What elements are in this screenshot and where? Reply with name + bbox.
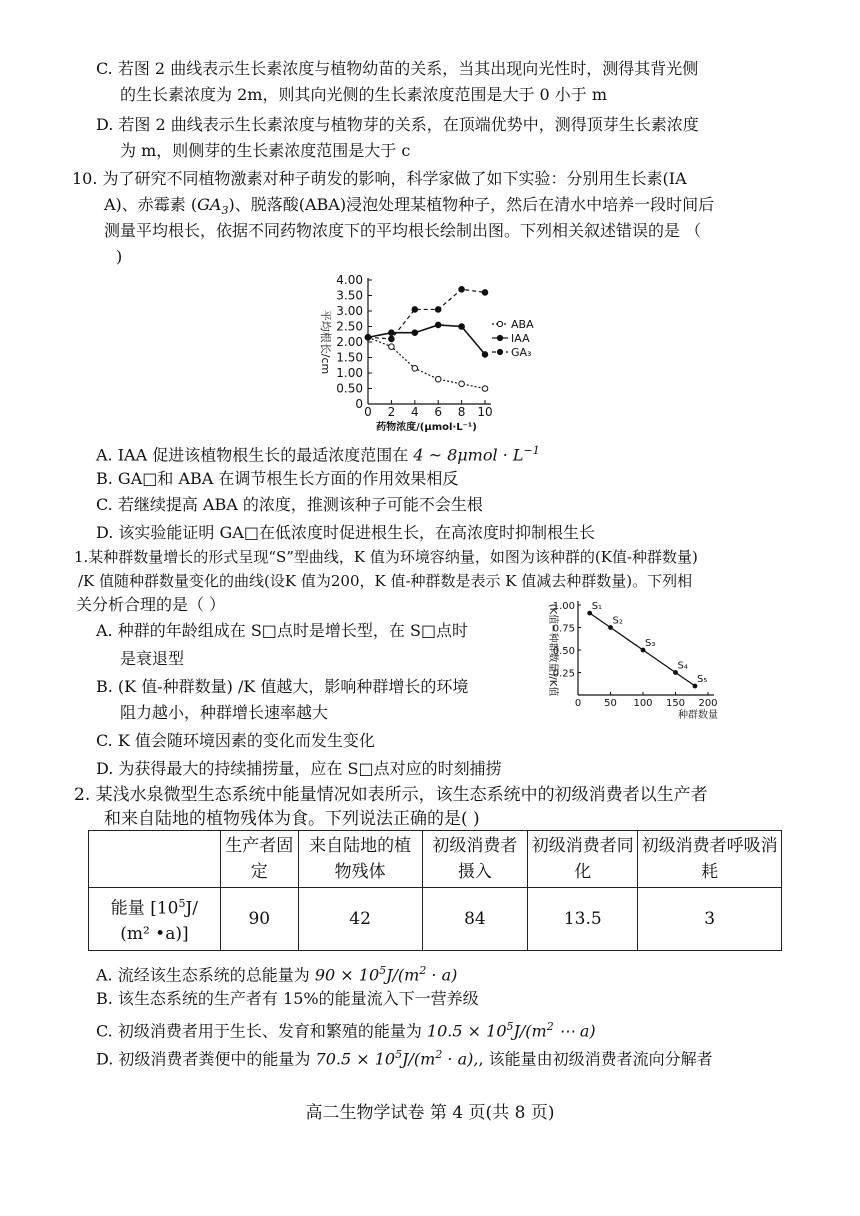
curve-point-label: S₅ [697, 674, 708, 685]
curve-point-label: S₄ [677, 660, 688, 672]
q11-option-a-line1: A. 种群的年龄组成在 S□点时是增长型，在 S□点时 [96, 621, 469, 640]
data-point [435, 376, 441, 382]
page-footer: 高二生物学试卷 第 4 页(共 8 页) [305, 1103, 555, 1123]
table-header-cell: 初级消费者摄入 [422, 831, 528, 888]
y-tick-label: 0.25 [552, 668, 575, 680]
curve-point-label: S₂ [612, 615, 623, 627]
row-label-part1: 能量 [10 [110, 898, 179, 919]
x-tick-label: 2 [387, 405, 396, 419]
q10-option-d: D. 该实验能证明 GA□在低浓度时促进根生长，在高浓度时抑制根生长 [96, 523, 595, 542]
q12-stem-line2: 和来自陆地的植物残体为食。下列说法正确的是( ) [104, 809, 480, 829]
data-point [412, 366, 418, 372]
legend-label: GA₃ [511, 346, 532, 359]
x-tick-label: 0 [364, 405, 372, 419]
q12-option-d [96, 1044, 713, 1070]
q10-stem-line4: ) [116, 247, 123, 266]
q11-option-a-line2: 是衰退型 [120, 649, 185, 668]
x-tick-label: 4 [410, 405, 419, 419]
legend-marker [497, 349, 502, 354]
q10-stem-line1: 10. 为了研究不同植物激素对种子萌发的影响，科学家做了如下实验：分别用生长素(IA [72, 169, 687, 188]
q12-option-a-m2: J/(m [386, 965, 420, 985]
x-axis-label: 种群数量 [678, 710, 718, 721]
y-tick-label: 3.50 [336, 288, 363, 303]
x-tick-label: 50 [604, 698, 617, 709]
y-axis-label: (K值−种群数量)/K值 [547, 603, 558, 697]
table-cell: 84 [422, 888, 528, 951]
s-curve-chart [540, 595, 730, 725]
row-label-part3: (m² •a)] [120, 924, 189, 945]
table-header-cell: 初级消费者呼吸消耗 [638, 831, 782, 888]
data-point [435, 307, 441, 313]
q12-option-c-sup2: 2 [546, 1020, 554, 1033]
energy-table [88, 830, 782, 951]
q10-option-b: B. GA□和 ABA 在调节根生长方面的作用效果相反 [96, 469, 459, 488]
q10-stem-line2-a: A)、赤霉素 ( [104, 195, 198, 214]
x-axis-label: 药物浓度/(μmol·L⁻¹) [376, 422, 477, 433]
q10-stem-line2-b: )、脱落酸(ABA)浸泡处理某植物种子，然后在清水中培养一段时间后 [228, 195, 715, 214]
q10-option-a-text: A. IAA 促进该植物根生长的最适浓度范围在 [96, 445, 414, 465]
series-line-IAA [368, 325, 485, 354]
legend-label: ABA [511, 318, 534, 331]
q12-option-d-sup2: 2 [435, 1048, 443, 1061]
y-tick-label: 0.50 [336, 381, 363, 396]
y-tick-label: 2.00 [336, 335, 363, 349]
q12-option-c-m1: 10.5 × 10 [426, 1021, 507, 1041]
x-tick-label: 10 [477, 405, 493, 419]
y-tick-label: 1.50 [336, 350, 363, 365]
q12-option-a-text: A. 流经该生态系统的总能量为 [96, 965, 315, 985]
y-tick-label: 0.50 [552, 646, 575, 657]
legend-marker [497, 321, 502, 326]
q9-option-c-line1: C. 若图 2 曲线表示生长素浓度与植物幼苗的关系，当其出现向光性时，测得其背光侧 [96, 59, 699, 78]
q12-option-a-sup1: 5 [379, 964, 387, 977]
q12-option-c-m3: ⋯ a) [553, 1021, 596, 1041]
q12-option-d-tail: , 该能量由初级消费者流向分解者 [478, 1049, 713, 1069]
data-point [365, 335, 371, 341]
row-label-sup: 5 [178, 896, 186, 910]
series-line-ABA [368, 337, 485, 388]
q12-option-a-m3: · a) [426, 965, 458, 985]
q11-stem-line2: /K 值随种群数量变化的曲线(设K 值为200，K 值-种群数是表示 K 值减去种群数量)。下列相 [78, 572, 693, 590]
row-label-part2: J/ [185, 898, 199, 919]
x-tick-label: 150 [665, 698, 686, 709]
x-tick-label: 8 [457, 405, 466, 419]
q11-option-b-line2: 阻力越小，种群增长速率越大 [120, 703, 329, 722]
data-point [389, 336, 395, 342]
y-tick-label: 0 [355, 397, 363, 411]
curve-point-label: S₃ [645, 638, 656, 649]
table-cell: 3 [638, 888, 782, 951]
y-axis-label: 平均根长/cm [319, 309, 332, 375]
y-tick-label: 3.00 [336, 304, 363, 318]
q12-option-b: B. 该生态系统的生产者有 15%的能量流入下一营养级 [96, 989, 479, 1008]
q12-option-c-text: C. 初级消费者用于生长、发育和繁殖的能量为 [96, 1021, 427, 1041]
table-header-cell: 初级消费者同化 [528, 831, 638, 888]
legend-marker [497, 335, 502, 340]
data-point [459, 324, 465, 330]
q12-stem-line1: 2. 某浅水泉微型生态系统中能量情况如表所示，该生态系统中的初级消费者以生产者 [74, 785, 708, 805]
table-cell: 90 [220, 888, 298, 951]
table-header-cell: 来自陆地的植物残体 [298, 831, 422, 888]
y-tick-label: 4.00 [336, 273, 363, 287]
q12-option-c-m2: J/(m [513, 1021, 547, 1041]
q9-option-d-line1: D. 若图 2 曲线表示生长素浓度与植物芽的关系，在顶端优势中，测得顶芽生长素浓度 [96, 115, 699, 134]
y-tick-label: 1.00 [336, 366, 363, 380]
q9-option-c-line2: 的生长素浓度为 2m，则其向光侧的生长素浓度范围是大于 0 小于 m [120, 85, 608, 104]
table-cell: 42 [298, 888, 422, 951]
q12-option-a-sup2: 2 [419, 964, 427, 977]
data-point [482, 386, 488, 392]
q12-option-d-m1: 70.5 × 10 [315, 1049, 396, 1069]
q10-option-a-sup: −1 [523, 444, 540, 457]
data-point [482, 290, 488, 296]
q10-option-a [96, 440, 540, 466]
q11-stem-line3: 关分析合理的是（ ） [76, 595, 226, 614]
root-length-chart [300, 268, 534, 433]
table-header-cell: 生产者固定 [220, 831, 298, 888]
q12-option-a-m1: 90 × 10 [314, 965, 380, 985]
data-point [389, 330, 395, 336]
data-point [389, 344, 395, 350]
q12-option-d-m2: J/(m [402, 1049, 436, 1069]
y-tick-label: 2.50 [336, 319, 363, 334]
y-tick-label: 1.00 [552, 601, 575, 612]
q10-option-c: C. 若继续提高 ABA 的浓度，推测该种子可能不会生根 [96, 495, 483, 514]
q12-option-c-sup1: 5 [506, 1020, 514, 1033]
legend-label: IAA [511, 332, 530, 345]
data-point [412, 330, 418, 336]
data-point [459, 287, 465, 293]
q10-stem-line3: 测量平均根长，依据不同药物浓度下的平均根长绘制出图。下列相关叙述错误的是 （ [104, 221, 702, 240]
q11-option-c: C. K 值会随环境因素的变化而发生变化 [96, 731, 375, 750]
table-header-cell-empty [89, 831, 221, 888]
data-point [482, 352, 488, 358]
series-line-GA₃ [368, 289, 485, 339]
q12-option-c [96, 1016, 596, 1042]
q9-option-d-line2: 为 m，则侧芽的生长素浓度范围是大于 c [120, 141, 411, 160]
q11-option-d: D. 为获得最大的持续捕捞量，应在 S□点对应的时刻捕捞 [96, 759, 502, 778]
q12-option-d-sup1: 5 [395, 1048, 403, 1061]
table-header-row [89, 831, 782, 888]
x-tick-label: 200 [698, 698, 718, 709]
x-tick-label: 6 [434, 405, 443, 419]
q11-option-b-line1: B. (K 值-种群数量) /K 值越大，影响种群增长的环境 [96, 677, 469, 696]
data-point [459, 381, 465, 387]
ga3-formula: GA [197, 195, 222, 214]
data-point [435, 322, 441, 328]
q12-option-a [96, 960, 457, 986]
q10-stem-line2 [104, 194, 714, 222]
y-tick-label: 0.75 [552, 623, 575, 635]
q11-stem-line1: 1.某种群数量增长的形式呈现“S”型曲线，K 值为环境容纳量，如图为该种群的(K值-种群数量) [74, 548, 698, 566]
q10-option-a-formula: 4 ~ 8μmol · L [413, 445, 524, 465]
data-point [412, 307, 418, 313]
q12-option-d-m3: · a), [442, 1049, 479, 1069]
curve-point-label: S₁ [591, 601, 603, 613]
x-tick-label: 0 [574, 698, 582, 709]
q12-option-d-text: D. 初级消费者粪便中的能量为 [96, 1049, 316, 1069]
ga3-subscript: 3 [221, 204, 229, 218]
table-row-label [89, 888, 221, 951]
table-cell: 13.5 [528, 888, 638, 951]
table-row [89, 888, 782, 951]
x-tick-label: 100 [633, 698, 653, 709]
